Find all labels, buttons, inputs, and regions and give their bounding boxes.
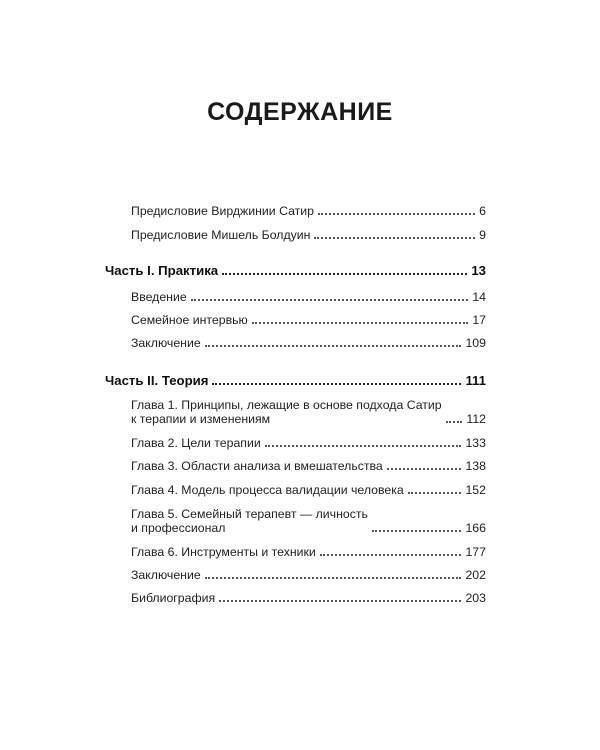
dot-leader [318, 213, 475, 215]
toc-entry-page: 202 [465, 568, 486, 582]
dot-leader [265, 445, 462, 447]
dot-leader [314, 237, 475, 239]
toc-entry-label [131, 507, 368, 535]
dot-leader [191, 299, 469, 301]
toc-entry-page: 6 [479, 204, 486, 218]
toc-entry-label-line1: Глава 1. Принципы, лежащие в основе подхода Сатир [131, 398, 442, 412]
dot-leader [372, 530, 462, 532]
toc-entry-label: Введение [131, 290, 187, 304]
dot-leader [205, 577, 462, 579]
toc-entry-conclusion-1 [131, 336, 486, 350]
toc-entry-label: Часть I. Практика [105, 263, 219, 278]
toc-entry-chapter-1 [131, 398, 486, 426]
toc-entry-label: Заключение [131, 336, 201, 350]
toc-entry-label-line2: к терапии и изменениям [131, 412, 271, 426]
toc-entry-page: 111 [465, 373, 486, 388]
toc-entry-page: 112 [466, 412, 486, 426]
toc-entry-page: 177 [465, 545, 486, 559]
toc-entry-label: Глава 6. Инструменты и техники [131, 545, 316, 559]
toc-entry-page: 14 [472, 290, 486, 304]
toc-entry-bibliography [131, 591, 486, 605]
toc-entry-chapter-3 [131, 459, 486, 473]
toc-entry-label: Часть II. Теория [105, 373, 209, 388]
dot-leader [408, 492, 462, 494]
page-title: СОДЕРЖАНИЕ [207, 98, 393, 126]
toc-entry-chapter-5 [131, 507, 486, 535]
dot-leader [212, 383, 461, 385]
toc-entry-page: 133 [465, 436, 486, 450]
toc-entry-conclusion-2 [131, 568, 486, 582]
toc-entry-label: Предисловие Мишель Болдуин [131, 228, 311, 242]
toc-entry-page: 109 [465, 336, 486, 350]
dot-leader [320, 554, 462, 556]
toc-entry-label: Глава 2. Цели терапии [131, 436, 261, 450]
toc-entry-chapter-2 [131, 436, 486, 450]
toc-entry-part-1 [105, 264, 486, 278]
toc-entry-label: Глава 4. Модель процесса валидации человека [131, 483, 404, 497]
toc-entry-page: 166 [465, 521, 486, 535]
dot-leader [222, 273, 467, 275]
toc-entry-foreword-baldwin [131, 228, 486, 242]
toc-entry-label: Библиография [131, 591, 216, 605]
dot-leader [205, 345, 462, 347]
toc-entry-introduction [131, 290, 486, 304]
dot-leader [252, 322, 469, 324]
toc-entry-page: 152 [465, 483, 486, 497]
toc-entry-page: 9 [479, 228, 486, 242]
toc-entry-chapter-6 [131, 545, 486, 559]
dot-leader [219, 600, 461, 602]
toc-entry-label: Глава 3. Области анализа и вмешательства [131, 459, 383, 473]
toc-entry-page: 138 [465, 459, 486, 473]
toc-entry-label [131, 398, 442, 426]
toc-entry-page: 13 [471, 263, 486, 278]
dot-leader [387, 468, 462, 470]
dot-leader [446, 421, 463, 423]
toc-entry-page: 203 [465, 591, 486, 605]
toc-entry-page: 17 [472, 313, 486, 327]
toc-entry-label: Предисловие Вирджинии Сатир [131, 204, 315, 218]
toc-entry-label-line1: Глава 5. Семейный терапевт — личность [131, 507, 368, 521]
toc-entry-family-interview [131, 313, 486, 327]
toc-entry-label-line2: и профессионал [131, 521, 226, 535]
toc-entry-part-2 [105, 374, 486, 388]
toc-entry-label: Заключение [131, 568, 201, 582]
toc-entry-foreword-satir [131, 204, 486, 218]
toc-entry-chapter-4 [131, 483, 486, 497]
toc-entry-label: Семейное интервью [131, 313, 248, 327]
